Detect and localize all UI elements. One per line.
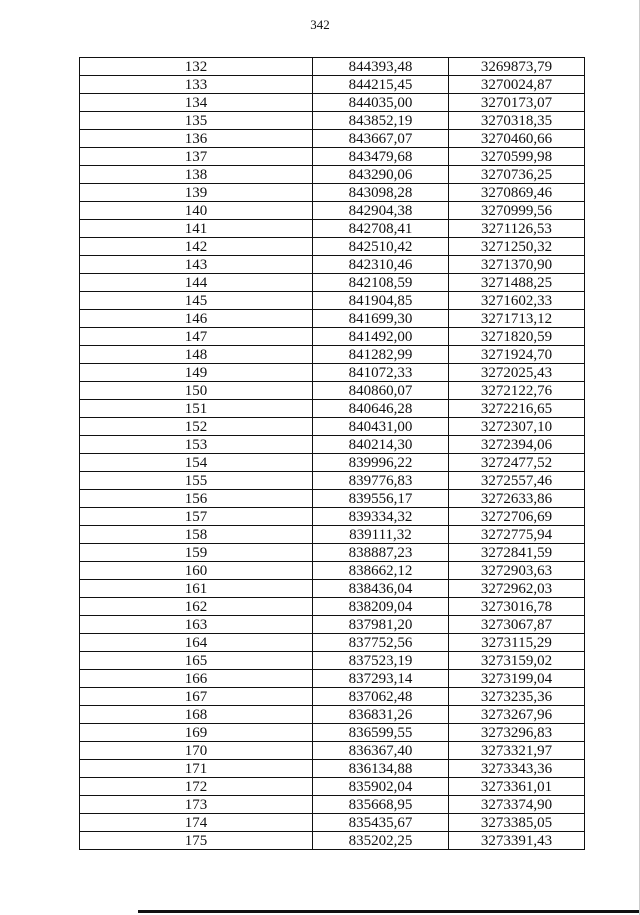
point-number-cell: 161 (80, 580, 313, 598)
x-coordinate-cell: 841904,85 (313, 292, 449, 310)
x-coordinate-cell: 842708,41 (313, 220, 449, 238)
y-coordinate-cell: 3271820,59 (449, 328, 585, 346)
x-coordinate-cell: 839996,22 (313, 454, 449, 472)
table-row (80, 436, 585, 454)
y-coordinate-cell: 3273016,78 (449, 598, 585, 616)
table-row (80, 112, 585, 130)
y-coordinate-cell: 3273361,01 (449, 778, 585, 796)
y-coordinate-cell: 3272025,43 (449, 364, 585, 382)
y-coordinate-cell: 3271602,33 (449, 292, 585, 310)
y-coordinate-cell: 3273321,97 (449, 742, 585, 760)
x-coordinate-cell: 837981,20 (313, 616, 449, 634)
point-number-cell: 145 (80, 292, 313, 310)
point-number-cell: 152 (80, 418, 313, 436)
table-row (80, 742, 585, 760)
x-coordinate-cell: 836134,88 (313, 760, 449, 778)
y-coordinate-cell: 3273199,04 (449, 670, 585, 688)
x-coordinate-cell: 843667,07 (313, 130, 449, 148)
y-coordinate-cell: 3269873,79 (449, 58, 585, 76)
table-row (80, 580, 585, 598)
y-coordinate-cell: 3270460,66 (449, 130, 585, 148)
x-coordinate-cell: 844035,00 (313, 94, 449, 112)
x-coordinate-cell: 842904,38 (313, 202, 449, 220)
y-coordinate-cell: 3272962,03 (449, 580, 585, 598)
table-row (80, 328, 585, 346)
coordinates-table-container (79, 57, 584, 850)
x-coordinate-cell: 835902,04 (313, 778, 449, 796)
y-coordinate-cell: 3272394,06 (449, 436, 585, 454)
point-number-cell: 167 (80, 688, 313, 706)
point-number-cell: 158 (80, 526, 313, 544)
point-number-cell: 150 (80, 382, 313, 400)
table-row (80, 508, 585, 526)
table-row (80, 454, 585, 472)
point-number-cell: 141 (80, 220, 313, 238)
point-number-cell: 173 (80, 796, 313, 814)
y-coordinate-cell: 3270736,25 (449, 166, 585, 184)
table-row (80, 364, 585, 382)
table-row (80, 220, 585, 238)
x-coordinate-cell: 840431,00 (313, 418, 449, 436)
x-coordinate-cell: 835668,95 (313, 796, 449, 814)
point-number-cell: 135 (80, 112, 313, 130)
x-coordinate-cell: 838887,23 (313, 544, 449, 562)
point-number-cell: 140 (80, 202, 313, 220)
y-coordinate-cell: 3272841,59 (449, 544, 585, 562)
point-number-cell: 170 (80, 742, 313, 760)
x-coordinate-cell: 836599,55 (313, 724, 449, 742)
point-number-cell: 175 (80, 832, 313, 850)
point-number-cell: 142 (80, 238, 313, 256)
x-coordinate-cell: 837523,19 (313, 652, 449, 670)
point-number-cell: 168 (80, 706, 313, 724)
x-coordinate-cell: 839556,17 (313, 490, 449, 508)
x-coordinate-cell: 838662,12 (313, 562, 449, 580)
table-row (80, 544, 585, 562)
x-coordinate-cell: 836367,40 (313, 742, 449, 760)
y-coordinate-cell: 3270318,35 (449, 112, 585, 130)
table-row (80, 382, 585, 400)
x-coordinate-cell: 839334,32 (313, 508, 449, 526)
y-coordinate-cell: 3273296,83 (449, 724, 585, 742)
table-row (80, 706, 585, 724)
y-coordinate-cell: 3272775,94 (449, 526, 585, 544)
table-row (80, 292, 585, 310)
point-number-cell: 136 (80, 130, 313, 148)
table-row (80, 184, 585, 202)
point-number-cell: 171 (80, 760, 313, 778)
table-row (80, 148, 585, 166)
point-number-cell: 174 (80, 814, 313, 832)
point-number-cell: 156 (80, 490, 313, 508)
point-number-cell: 134 (80, 94, 313, 112)
y-coordinate-cell: 3273159,02 (449, 652, 585, 670)
table-row (80, 670, 585, 688)
point-number-cell: 148 (80, 346, 313, 364)
table-row (80, 472, 585, 490)
y-coordinate-cell: 3272903,63 (449, 562, 585, 580)
table-row (80, 724, 585, 742)
y-coordinate-cell: 3273267,96 (449, 706, 585, 724)
point-number-cell: 137 (80, 148, 313, 166)
point-number-cell: 147 (80, 328, 313, 346)
page-number: 342 (310, 17, 330, 32)
x-coordinate-cell: 843479,68 (313, 148, 449, 166)
x-coordinate-cell: 841072,33 (313, 364, 449, 382)
table-row (80, 202, 585, 220)
x-coordinate-cell: 840646,28 (313, 400, 449, 418)
x-coordinate-cell: 842310,46 (313, 256, 449, 274)
y-coordinate-cell: 3271250,32 (449, 238, 585, 256)
point-number-cell: 164 (80, 634, 313, 652)
table-row (80, 58, 585, 76)
x-coordinate-cell: 836831,26 (313, 706, 449, 724)
y-coordinate-cell: 3272307,10 (449, 418, 585, 436)
point-number-cell: 146 (80, 310, 313, 328)
point-number-cell: 132 (80, 58, 313, 76)
table-row (80, 238, 585, 256)
table-row (80, 616, 585, 634)
table-row (80, 598, 585, 616)
y-coordinate-cell: 3271126,53 (449, 220, 585, 238)
y-coordinate-cell: 3270869,46 (449, 184, 585, 202)
table-row (80, 94, 585, 112)
table-row (80, 688, 585, 706)
x-coordinate-cell: 835202,25 (313, 832, 449, 850)
coordinates-table-body (80, 58, 585, 850)
y-coordinate-cell: 3273343,36 (449, 760, 585, 778)
table-row (80, 760, 585, 778)
table-row (80, 166, 585, 184)
table-row (80, 490, 585, 508)
y-coordinate-cell: 3273115,29 (449, 634, 585, 652)
point-number-cell: 172 (80, 778, 313, 796)
x-coordinate-cell: 841699,30 (313, 310, 449, 328)
table-row (80, 274, 585, 292)
point-number-cell: 162 (80, 598, 313, 616)
y-coordinate-cell: 3270173,07 (449, 94, 585, 112)
x-coordinate-cell: 838209,04 (313, 598, 449, 616)
x-coordinate-cell: 837062,48 (313, 688, 449, 706)
y-coordinate-cell: 3272706,69 (449, 508, 585, 526)
y-coordinate-cell: 3272557,46 (449, 472, 585, 490)
x-coordinate-cell: 838436,04 (313, 580, 449, 598)
coordinates-table (79, 57, 585, 850)
table-row (80, 310, 585, 328)
table-row (80, 346, 585, 364)
x-coordinate-cell: 839776,83 (313, 472, 449, 490)
table-row (80, 634, 585, 652)
x-coordinate-cell: 842108,59 (313, 274, 449, 292)
x-coordinate-cell: 843290,06 (313, 166, 449, 184)
table-row (80, 562, 585, 580)
table-row (80, 814, 585, 832)
y-coordinate-cell: 3271713,12 (449, 310, 585, 328)
table-row (80, 76, 585, 94)
x-coordinate-cell: 843852,19 (313, 112, 449, 130)
x-coordinate-cell: 843098,28 (313, 184, 449, 202)
point-number-cell: 149 (80, 364, 313, 382)
y-coordinate-cell: 3272216,65 (449, 400, 585, 418)
x-coordinate-cell: 844393,48 (313, 58, 449, 76)
point-number-cell: 165 (80, 652, 313, 670)
y-coordinate-cell: 3272122,76 (449, 382, 585, 400)
y-coordinate-cell: 3270999,56 (449, 202, 585, 220)
x-coordinate-cell: 835435,67 (313, 814, 449, 832)
x-coordinate-cell: 844215,45 (313, 76, 449, 94)
y-coordinate-cell: 3271488,25 (449, 274, 585, 292)
y-coordinate-cell: 3272633,86 (449, 490, 585, 508)
point-number-cell: 153 (80, 436, 313, 454)
point-number-cell: 151 (80, 400, 313, 418)
point-number-cell: 154 (80, 454, 313, 472)
y-coordinate-cell: 3273067,87 (449, 616, 585, 634)
point-number-cell: 144 (80, 274, 313, 292)
table-row (80, 778, 585, 796)
y-coordinate-cell: 3271924,70 (449, 346, 585, 364)
x-coordinate-cell: 840860,07 (313, 382, 449, 400)
point-number-cell: 155 (80, 472, 313, 490)
point-number-cell: 157 (80, 508, 313, 526)
page-bottom-edge (138, 910, 640, 913)
y-coordinate-cell: 3271370,90 (449, 256, 585, 274)
point-number-cell: 166 (80, 670, 313, 688)
table-row (80, 832, 585, 850)
point-number-cell: 139 (80, 184, 313, 202)
point-number-cell: 159 (80, 544, 313, 562)
x-coordinate-cell: 842510,42 (313, 238, 449, 256)
y-coordinate-cell: 3273235,36 (449, 688, 585, 706)
table-row (80, 130, 585, 148)
x-coordinate-cell: 839111,32 (313, 526, 449, 544)
table-row (80, 652, 585, 670)
point-number-cell: 138 (80, 166, 313, 184)
point-number-cell: 169 (80, 724, 313, 742)
point-number-cell: 160 (80, 562, 313, 580)
point-number-cell: 143 (80, 256, 313, 274)
point-number-cell: 163 (80, 616, 313, 634)
table-row (80, 418, 585, 436)
x-coordinate-cell: 841492,00 (313, 328, 449, 346)
y-coordinate-cell: 3273391,43 (449, 832, 585, 850)
y-coordinate-cell: 3273374,90 (449, 796, 585, 814)
table-row (80, 526, 585, 544)
table-row (80, 256, 585, 274)
point-number-cell: 133 (80, 76, 313, 94)
y-coordinate-cell: 3270024,87 (449, 76, 585, 94)
table-row (80, 400, 585, 418)
x-coordinate-cell: 840214,30 (313, 436, 449, 454)
x-coordinate-cell: 837752,56 (313, 634, 449, 652)
x-coordinate-cell: 841282,99 (313, 346, 449, 364)
y-coordinate-cell: 3272477,52 (449, 454, 585, 472)
table-row (80, 796, 585, 814)
y-coordinate-cell: 3270599,98 (449, 148, 585, 166)
x-coordinate-cell: 837293,14 (313, 670, 449, 688)
y-coordinate-cell: 3273385,05 (449, 814, 585, 832)
